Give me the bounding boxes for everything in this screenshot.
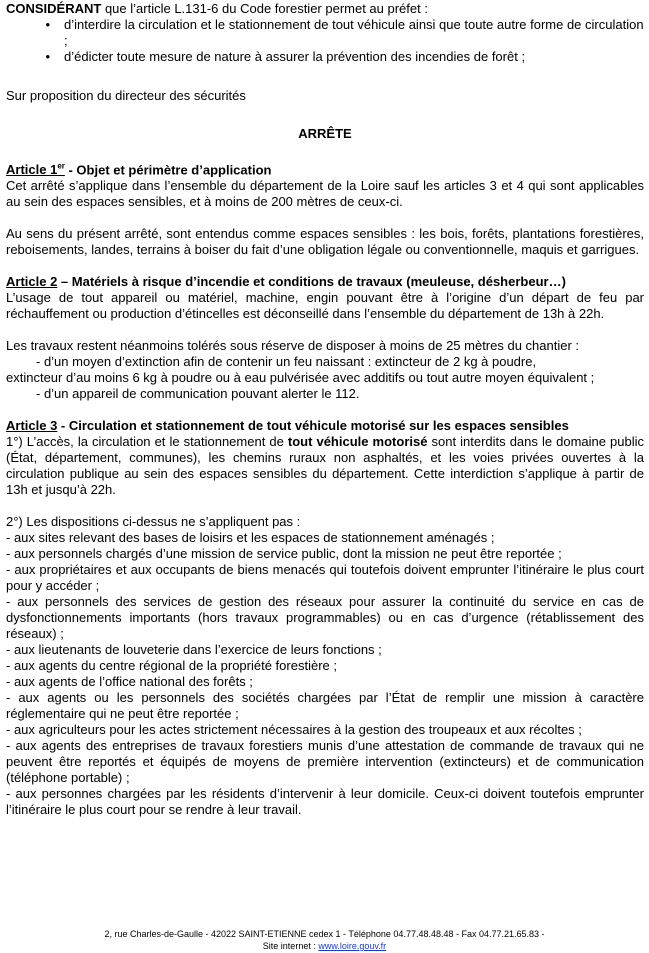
- article-2-paragraph: L’usage de tout appareil ou matériel, machine, engin pouvant être à l’origine d’un départ de feu par réchauffement ou production d’étincelles est déconseillé dans l’ensemble du département de 13h à 22h.: [6, 290, 644, 322]
- article-2-paragraph: Les travaux restent néanmoins tolérés sous réserve de disposer à moins de 25 mètres du chantier :: [6, 338, 580, 354]
- bullet-text: d’édicter toute mesure de nature à assurer la prévention des incendies de forêt ;: [64, 49, 526, 64]
- list-item: - aux agents de l’office national des forêts ;: [6, 674, 253, 690]
- bullet-item: [6, 17, 644, 49]
- list-item: - aux agriculteurs pour les actes strictement nécessaires à la gestion des troupeaux et aux récoltes ;: [6, 722, 582, 738]
- list-item: - aux personnes chargées par les résidents d’intervenir à leur domicile. Ceux-ci doivent toutefois emprunter l’itinéraire le plus court pour se rendre à leur travail.: [6, 786, 644, 818]
- list-item: - aux personnels chargés d’une mission de service public, dont la mission ne peut être reportée ;: [6, 546, 562, 562]
- proposition-line: Sur proposition du directeur des sécurités: [6, 88, 246, 103]
- footer-site-label: Site internet :: [262, 941, 319, 951]
- footer-address: 2, rue Charles-de-Gaulle - 42022 SAINT-ETIENNE cedex 1 - Téléphone 04.77.48.48.48 - Fax 04.77.21.65.83 -: [104, 929, 545, 939]
- article-2-item: - d’un moyen d’extinction afin de contenir un feu naissant : extincteur de 2 kg à poudre,: [36, 354, 537, 370]
- bullet-item: [6, 49, 644, 65]
- article-2-item: - d’un appareil de communication pouvant alerter le 112.: [36, 386, 360, 402]
- article-3-title: - Circulation et stationnement de tout véhicule motorisé sur les espaces sensibles: [57, 418, 569, 434]
- page-footer: [0, 928, 649, 952]
- article-3-number: Article 3: [6, 418, 58, 434]
- article-1-paragraph: Cet arrêté s’applique dans l’ensemble du département de la Loire sauf les articles 3 et 4 qui sont applicables au sein des espaces sensibles, et à moins de 200 mètres de ceux-ci.: [6, 178, 644, 210]
- article-1-title: - Objet et périmètre d’application: [64, 162, 272, 178]
- article-2-item-continued: extincteur d’au moins 6 kg à poudre ou à eau pulvérisée avec additifs ou tout autre moyen équivalent ;: [6, 370, 595, 386]
- bullet-icon: •: [45, 17, 50, 32]
- article-2-title: – Matériels à risque d’incendie et conditions de travaux (meuleuse, désherbeur…): [57, 274, 566, 290]
- document-page: [6, 0, 644, 818]
- list-item: - aux propriétaires et aux occupants de biens menacés qui toutefois doivent emprunter l’itinéraire le plus court pour y accéder ;: [6, 562, 644, 594]
- article-2-heading: [6, 274, 644, 290]
- article-1-paragraph: Au sens du présent arrêté, sont entendus comme espaces sensibles : les bois, forêts, plantations forestières, reboisements, landes, terrains à boiser du fait d’une obligation légale ou conventionnelle, maquis et garrigues.: [6, 226, 644, 258]
- list-item: - aux agents ou les personnels des sociétés chargées par l’État de remplir une mission à caractère réglementaire qui ne peut être reportée ;: [6, 690, 644, 722]
- bullet-icon: •: [45, 49, 50, 64]
- list-item: - aux agents des entreprises de travaux forestiers munis d’une attestation de commande de travaux qui ne peuvent être reportés et équipés de moyens de première intervention (extincteurs) et de communication (téléphone portable) ;: [6, 738, 644, 786]
- footer-site-link[interactable]: www.loire.gouv.fr: [318, 941, 387, 951]
- list-item: - aux agents du centre régional de la propriété forestière ;: [6, 658, 337, 674]
- list-item: - aux personnels des services de gestion des réseaux pour assurer la continuité du service en cas de dysfonctionnements importants (hors travaux programmables) ou en cas d’urgence (rétablissement des réseaux) ;: [6, 594, 644, 642]
- article-2-number: Article 2: [6, 274, 58, 290]
- article-1-heading: [6, 159, 644, 178]
- article-3-heading: [6, 418, 644, 434]
- article-1-number: Article 1er: [6, 162, 65, 178]
- list-item: - aux sites relevant des bases de loisirs et les espaces de stationnement aménagés ;: [6, 530, 495, 546]
- bullet-text: d’interdire la circulation et le stationnement de tout véhicule ainsi que toute autre forme de circulation ;: [64, 17, 644, 48]
- article-3-paragraph: 1°) L’accès, la circulation et le stationnement de tout véhicule motorisé sont interdits dans le domaine public (État, département, communes), les chemins ruraux non asphaltés, et les voies privées ouvertes à la circulation publique au sein des espaces sensibles du département. Cette interdiction s’applique à partir de 13h et jusqu’à 22h.: [6, 434, 644, 498]
- considerant-paragraph: [6, 1, 644, 17]
- considerant-keyword: CONSIDÉRANT: [6, 1, 102, 16]
- arrete-heading: ARRÊTE: [298, 126, 352, 141]
- article-3-paragraph: 2°) Les dispositions ci-dessus ne s’appliquent pas :: [6, 514, 301, 530]
- footer-site-line: [0, 940, 649, 952]
- considerant-text: que l’article L.131-6 du Code forestier permet au préfet :: [101, 1, 428, 16]
- list-item: - aux lieutenants de louveterie dans l’exercice de leurs fonctions ;: [6, 642, 382, 658]
